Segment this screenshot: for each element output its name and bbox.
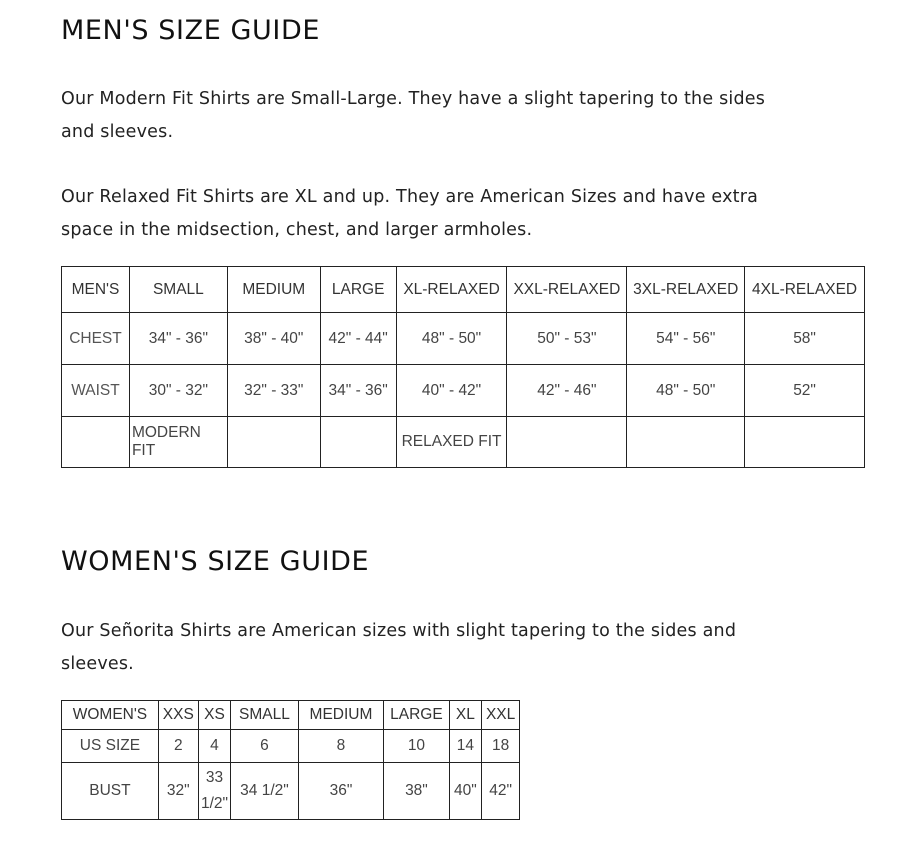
- women-bust-row: [62, 763, 520, 820]
- table-cell: SMALL: [231, 701, 298, 730]
- table-cell: MEDIUM: [298, 701, 384, 730]
- table-cell: 14: [449, 730, 482, 763]
- table-cell: [227, 417, 320, 468]
- table-cell: [320, 417, 396, 468]
- table-cell: 34" - 36": [320, 365, 396, 417]
- table-cell: XL: [449, 701, 482, 730]
- table-cell: 36": [298, 763, 384, 820]
- table-cell: 48" - 50": [396, 313, 507, 365]
- table-cell: 34 1/2": [231, 763, 298, 820]
- men-size-guide-title: MEN'S SIZE GUIDE: [61, 15, 321, 46]
- table-cell: [627, 417, 745, 468]
- senorita-shirts-description: Our Señorita Shirts are American sizes with slight tapering to the sides and sleeves.: [61, 621, 737, 674]
- table-cell: CHEST: [62, 313, 130, 365]
- table-cell: LARGE: [320, 267, 396, 313]
- table-cell: 38" - 40": [227, 313, 320, 365]
- women-us-size-row: [62, 730, 520, 763]
- table-cell: 38": [384, 763, 449, 820]
- table-cell: XL-RELAXED: [396, 267, 507, 313]
- table-cell: 33 1/2": [198, 763, 231, 820]
- table-cell: 42": [482, 763, 520, 820]
- table-cell: 48" - 50": [627, 365, 745, 417]
- table-cell: MEDIUM: [227, 267, 320, 313]
- table-cell: XXL-RELAXED: [507, 267, 627, 313]
- men-header-row: [62, 267, 865, 313]
- table-cell: XS: [198, 701, 231, 730]
- table-cell: 54" - 56": [627, 313, 745, 365]
- table-cell: BUST: [62, 763, 159, 820]
- table-cell: 34" - 36": [129, 313, 227, 365]
- table-cell: 4: [198, 730, 231, 763]
- relaxed-fit-label: RELAXED FIT: [396, 417, 507, 468]
- table-cell: 3XL-RELAXED: [627, 267, 745, 313]
- table-cell: 10: [384, 730, 449, 763]
- table-cell: 42" - 46": [507, 365, 627, 417]
- women-size-table: [61, 700, 520, 820]
- table-cell: 52": [745, 365, 865, 417]
- table-cell: 8: [298, 730, 384, 763]
- relaxed-fit-description: Our Relaxed Fit Shirts are XL and up. They are American Sizes and have extra space in the midsection, chest, and larger armholes.: [61, 187, 759, 240]
- men-chest-row: [62, 313, 865, 365]
- table-cell: 42" - 44": [320, 313, 396, 365]
- table-cell: US SIZE: [62, 730, 159, 763]
- table-cell: [507, 417, 627, 468]
- men-fit-row: [62, 417, 865, 468]
- table-cell: 40" - 42": [396, 365, 507, 417]
- table-cell: 6: [231, 730, 298, 763]
- table-cell: XXS: [158, 701, 198, 730]
- table-cell: LARGE: [384, 701, 449, 730]
- table-cell: 4XL-RELAXED: [745, 267, 865, 313]
- modern-fit-description: Our Modern Fit Shirts are Small-Large. They have a slight tapering to the sides and sleeves.: [61, 89, 766, 142]
- table-cell: 18: [482, 730, 520, 763]
- table-cell: 32": [158, 763, 198, 820]
- table-cell: 2: [158, 730, 198, 763]
- modern-fit-label: MODERN FIT: [129, 417, 227, 468]
- table-cell: 58": [745, 313, 865, 365]
- women-header-row: [62, 701, 520, 730]
- men-waist-row: [62, 365, 865, 417]
- men-size-table: [61, 266, 865, 468]
- table-cell: WAIST: [62, 365, 130, 417]
- table-cell: MEN'S: [62, 267, 130, 313]
- table-cell: 50" - 53": [507, 313, 627, 365]
- table-cell: [62, 417, 130, 468]
- table-cell: 30" - 32": [129, 365, 227, 417]
- table-cell: WOMEN'S: [62, 701, 159, 730]
- table-cell: XXL: [482, 701, 520, 730]
- table-cell: 32" - 33": [227, 365, 320, 417]
- table-cell: SMALL: [129, 267, 227, 313]
- table-cell: [745, 417, 865, 468]
- women-size-guide-title: WOMEN'S SIZE GUIDE: [61, 546, 370, 577]
- table-cell: 40": [449, 763, 482, 820]
